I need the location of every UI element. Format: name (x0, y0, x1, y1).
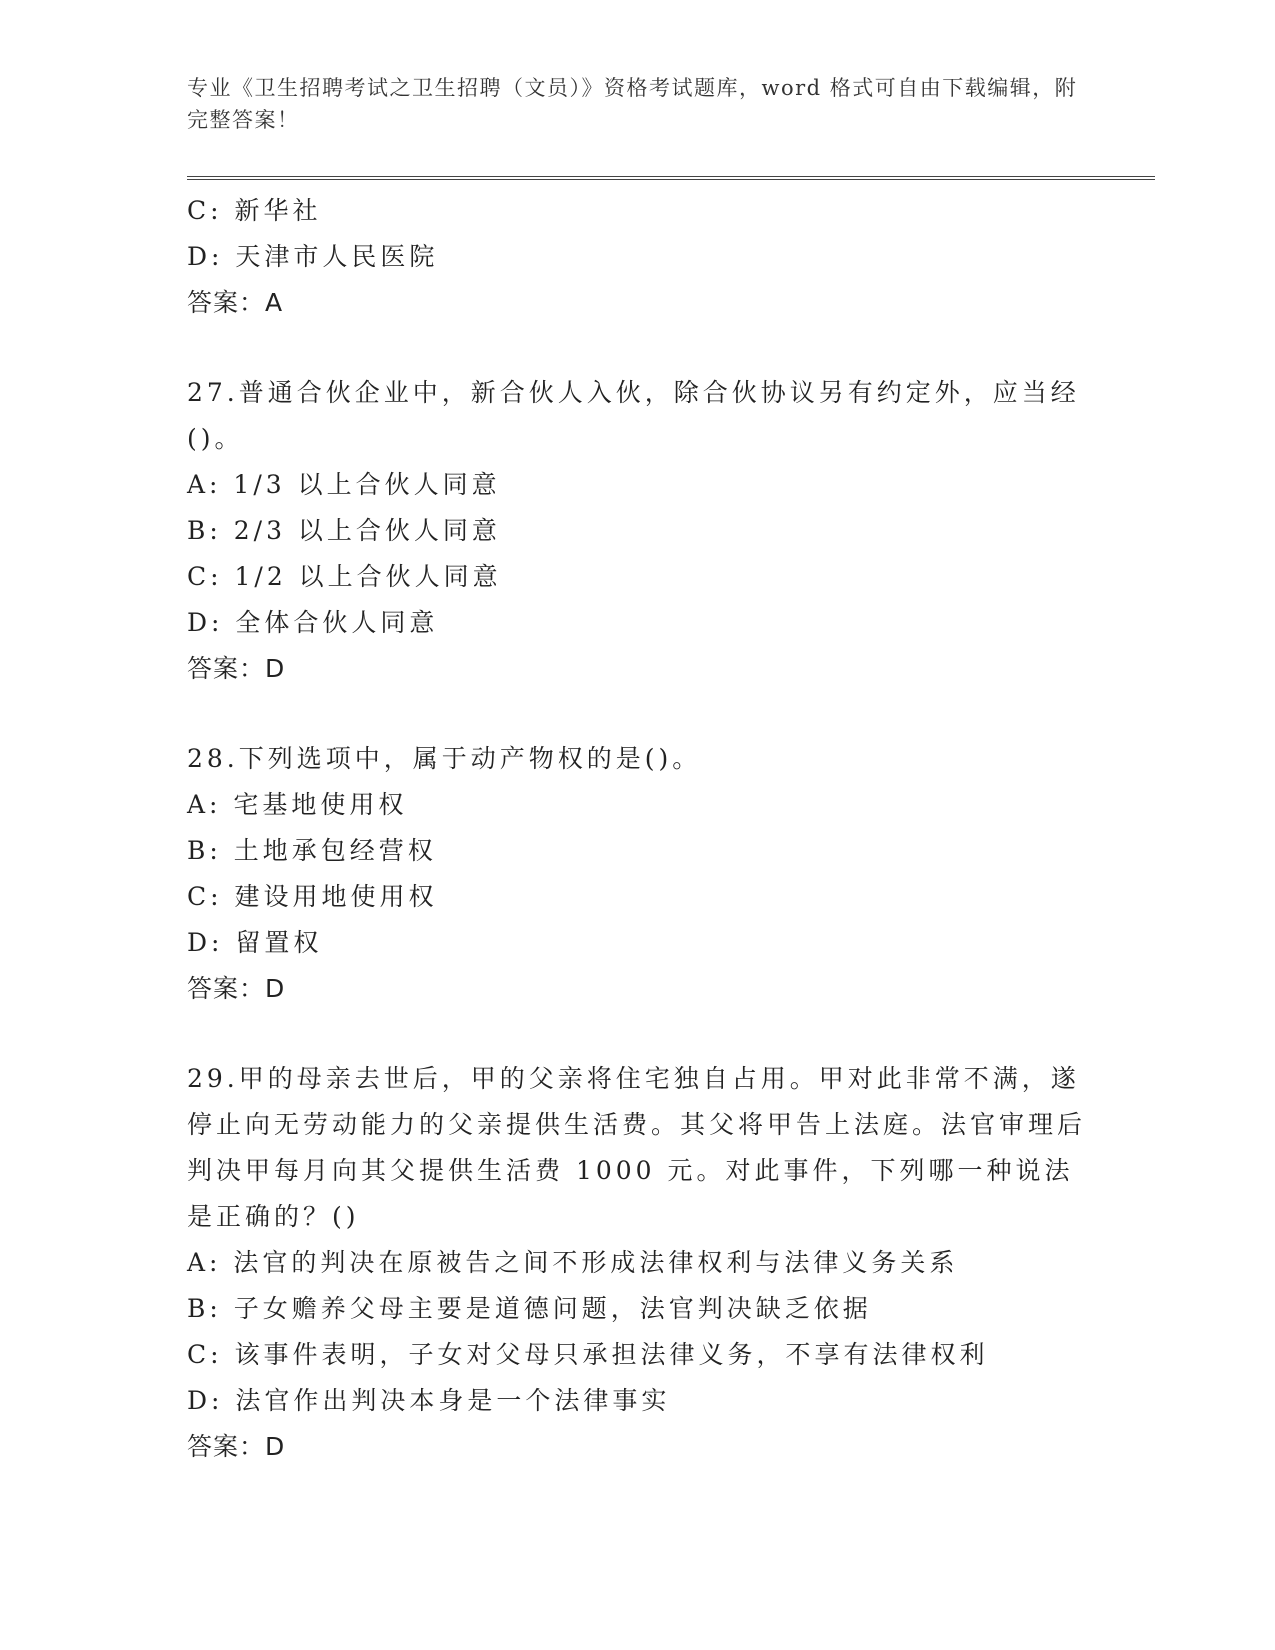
option-a: A: 宅基地使用权 (187, 790, 408, 819)
option-c: C: 新华社 (187, 196, 322, 225)
option-c: C: 该事件表明，子女对父母只承担法律义务，不享有法律权利 (187, 1340, 989, 1369)
option-d: D: 天津市人民医院 (187, 242, 439, 271)
continued-question (187, 188, 1087, 326)
question-29 (187, 1056, 1087, 1470)
option-a: A: 法官的判决在原被告之间不形成法律权利与法律义务关系 (187, 1248, 959, 1277)
document-body (187, 188, 1087, 1470)
answer: 答案：D (187, 654, 286, 683)
question-27 (187, 370, 1087, 692)
question-stem: 27.普通合伙企业中，新合伙人入伙，除合伙协议另有约定外，应当经()。 (187, 378, 1080, 453)
option-c: C: 1/2 以上合伙人同意 (187, 562, 502, 591)
option-a: A: 1/3 以上合伙人同意 (187, 470, 501, 499)
option-b: B: 土地承包经营权 (187, 836, 437, 865)
page-header: 专业《卫生招聘考试之卫生招聘（文员）》资格考试题库，word 格式可自由下载编辑，附完整答案！ (187, 76, 1078, 132)
option-b: B: 2/3 以上合伙人同意 (187, 516, 501, 545)
answer: 答案：A (187, 288, 284, 317)
option-b: B: 子女赡养父母主要是道德问题，法官判决缺乏依据 (187, 1294, 872, 1323)
header-rule (187, 176, 1155, 180)
question-stem: 29.甲的母亲去世后，甲的父亲将住宅独自占用。甲对此非常不满，遂停止向无劳动能力的父亲提供生活费。其父将甲告上法庭。法官审理后判决甲每月向其父提供生活费 1000 元。对此事件，下列哪一种说法是正确的？() (187, 1064, 1087, 1231)
option-d: D: 留置权 (187, 928, 323, 957)
question-28 (187, 736, 1087, 1012)
option-d: D: 法官作出判决本身是一个法律事实 (187, 1386, 671, 1415)
option-d: D: 全体合伙人同意 (187, 608, 439, 637)
answer: 答案：D (187, 974, 286, 1003)
question-stem: 28.下列选项中，属于动产物权的是()。 (187, 744, 702, 773)
option-c: C: 建设用地使用权 (187, 882, 438, 911)
answer: 答案：D (187, 1432, 286, 1461)
